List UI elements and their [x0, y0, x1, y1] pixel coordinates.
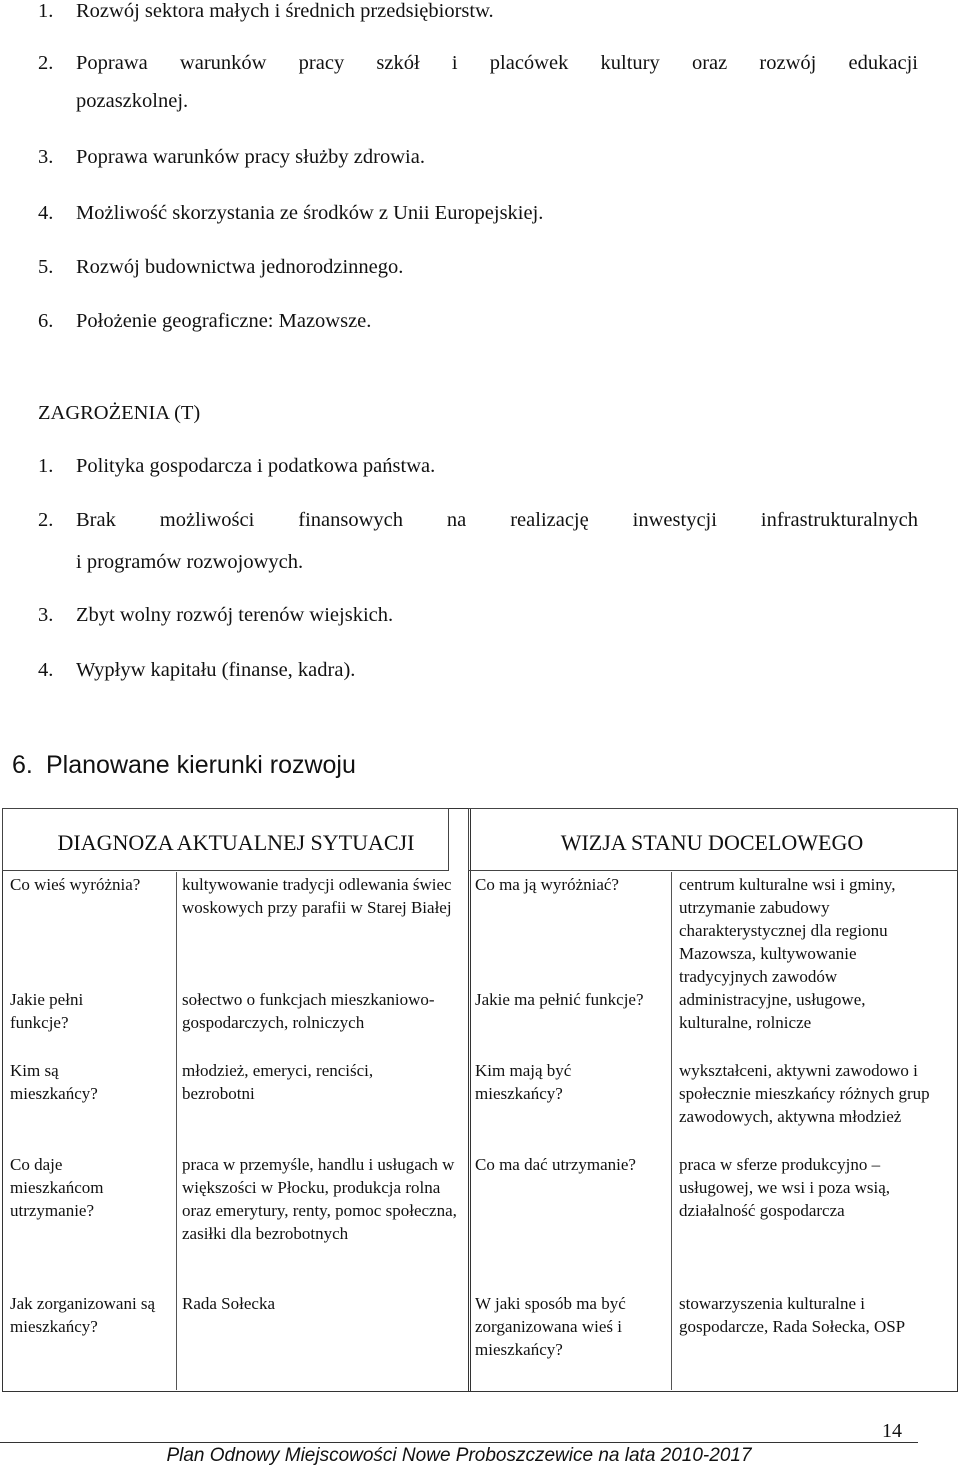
- question-left: Jak zorganizowani są mieszkańcy?: [10, 1294, 156, 1336]
- question-right: Kim mają być mieszkańcy?: [475, 1061, 572, 1103]
- question-right: W jaki sposób ma być zorganizowana wieś i mieszkańcy?: [475, 1294, 626, 1359]
- answer-right: administracyjne, usługowe, kulturalne, rolnicze: [679, 990, 866, 1032]
- column-divider: [176, 872, 177, 1390]
- item-number: 6.: [38, 310, 54, 332]
- item-text: Polityka gospodarcza i podatkowa państwa.: [76, 455, 436, 477]
- footer-divider: [0, 1442, 918, 1443]
- item-number: 1.: [38, 455, 54, 477]
- item-number: 4.: [38, 202, 54, 224]
- section-number: 6.: [12, 751, 33, 779]
- item-text: Położenie geograficzne: Mazowsze.: [76, 310, 372, 332]
- answer-left: sołectwo o funkcjach mieszkaniowo-gospodarczych, rolniczych: [182, 990, 435, 1032]
- item-number: 3.: [38, 146, 54, 168]
- item-text: Możliwość skorzystania ze środków z Unii Europejskiej.: [76, 202, 544, 224]
- answer-right: wykształceni, aktywni zawodowo i społecznie mieszkańcy różnych grup zawodowych, aktywna młodzież: [679, 1061, 930, 1126]
- item-text: Poprawa warunków pracy służby zdrowia.: [76, 146, 425, 168]
- question-left: Co daje mieszkańcom utrzymanie?: [10, 1155, 104, 1220]
- item-number: 1.: [38, 0, 54, 22]
- page-number: 14: [882, 1420, 902, 1442]
- item-text: Zbyt wolny rozwój terenów wiejskich.: [76, 604, 394, 626]
- item-text: Rozwój budownictwa jednorodzinnego.: [76, 256, 404, 278]
- item-text: Wypływ kapitału (finanse, kadra).: [76, 659, 356, 681]
- item-text: Brak możliwości finansowych na realizację inwestycji infrastrukturalnych: [76, 509, 918, 531]
- answer-right: praca w sferze produkcyjno – usługowej, we wsi i poza wsią, działalność gospodarcza: [679, 1155, 891, 1220]
- column-divider: [671, 872, 672, 1390]
- item-number: 4.: [38, 659, 54, 681]
- question-left: Co wieś wyróżnia?: [10, 875, 141, 894]
- answer-left: praca w przemyśle, handlu i usługach w większości w Płocku, produkcja rolna oraz emerytury, renty, pomoc społeczna, zasiłki dla bezrobotnych: [182, 1155, 457, 1243]
- section-title: [12, 751, 356, 780]
- right-column-header: WIZJA STANU DOCELOWEGO: [560, 830, 864, 855]
- question-right: Co ma ją wyróżniać?: [475, 875, 619, 894]
- item-number: 5.: [38, 256, 54, 278]
- question-right: Jakie ma pełnić funkcje?: [475, 990, 644, 1009]
- item-number: 3.: [38, 604, 54, 626]
- section-title-text: Planowane kierunki rozwoju: [46, 751, 356, 779]
- answer-left: kultywowanie tradycji odlewania świec woskowych przy parafii w Starej Białej: [182, 875, 452, 917]
- item-text: Rozwój sektora małych i średnich przedsiębiorstw.: [76, 0, 494, 22]
- item-text: pozaszkolnej.: [76, 90, 189, 112]
- item-number: 2.: [38, 509, 54, 531]
- answer-left: Rada Sołecka: [182, 1294, 275, 1313]
- answer-left: młodzież, emeryci, renciści, bezrobotni: [182, 1061, 374, 1103]
- item-text: Poprawa warunków pracy szkół i placówek kultury oraz rozwój edukacji: [76, 52, 918, 74]
- question-left: Kim są mieszkańcy?: [10, 1061, 98, 1103]
- question-right: Co ma dać utrzymanie?: [475, 1155, 636, 1174]
- question-left: Jakie pełni funkcje?: [10, 990, 84, 1032]
- item-text: i programów rozwojowych.: [76, 551, 304, 573]
- threats-heading: ZAGROŻENIA (T): [38, 402, 201, 424]
- answer-right: centrum kulturalne wsi i gminy, utrzymanie zabudowy charakterystycznej dla regionu Mazowsza, kultywowanie tradycyjnych zawodów: [679, 875, 896, 986]
- answer-right: stowarzyszenia kulturalne i gospodarcze, Rada Sołecka, OSP: [679, 1294, 906, 1336]
- footer-text: Plan Odnowy Miejscowości Nowe Proboszczewice na lata 2010-2017: [166, 1445, 752, 1466]
- item-number: 2.: [38, 52, 54, 74]
- left-column-header: DIAGNOZA AKTUALNEJ SYTUACJI: [57, 830, 415, 855]
